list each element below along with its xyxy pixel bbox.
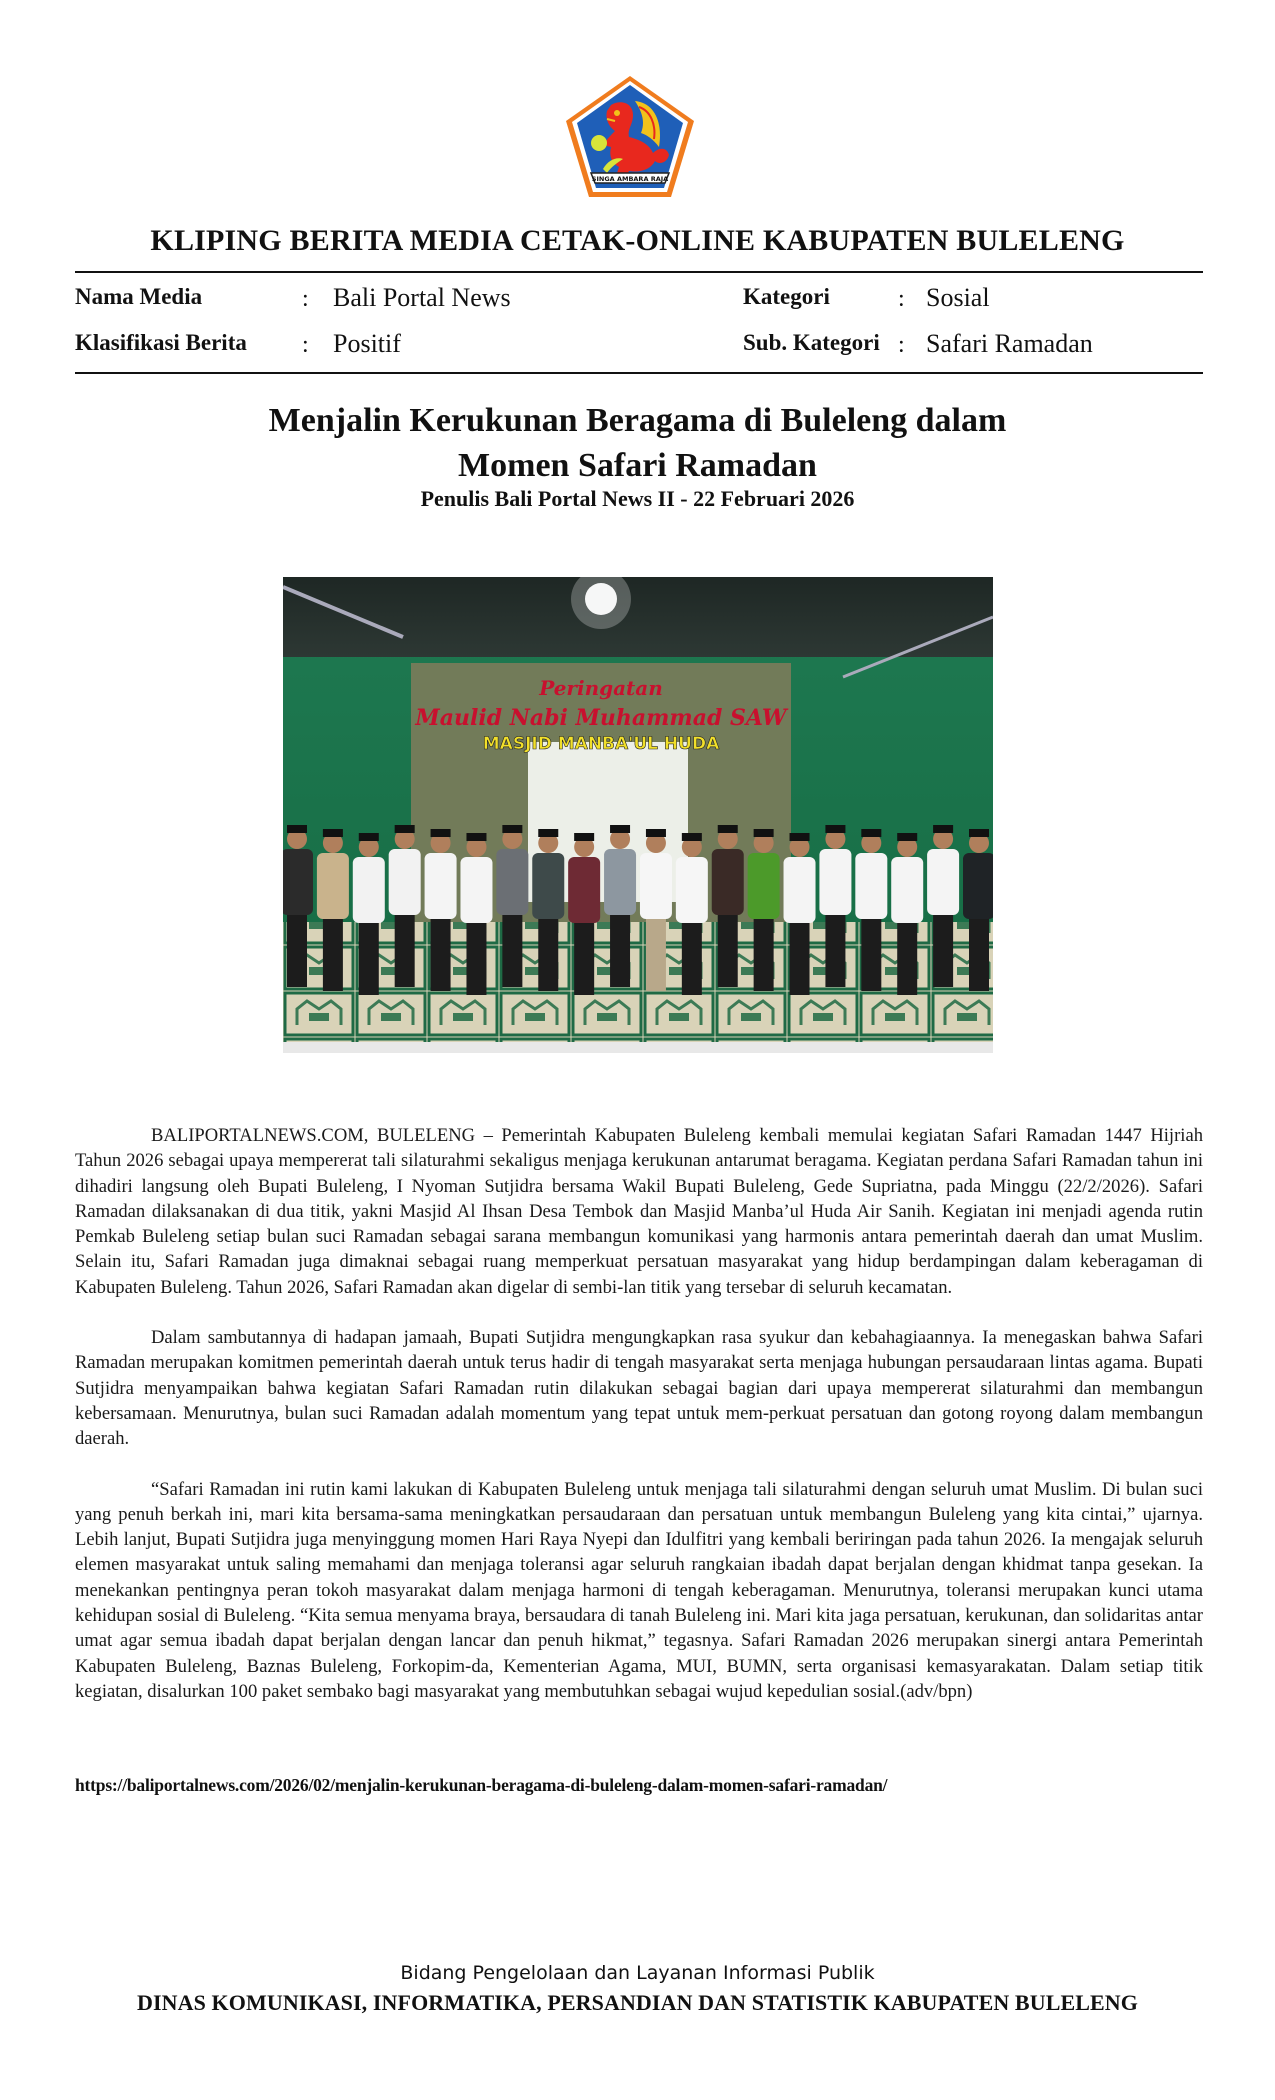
header-rule-top <box>75 271 1203 273</box>
article-body <box>75 1123 1203 1729</box>
logo-motto: SINGA AMBARA RAJA <box>591 175 669 183</box>
article-paragraph-2: Dalam sambutannya di hadapan jamaah, Bupati Sutjidra mengungkapkan rasa syukur dan kebahagiaannya. Ia menegaskan bahwa Safari Ramadan merupakan komitmen pemerintah daerah untuk terus hadir di tengah masyarakat serta menjaga hubungan persaudaraan lintas agama. Bupati Sutjidra menyampaikan bahwa kegiatan Safari Ramadan rutin dilakukan sebagai bagian dari upaya mempererat silaturahmi dan membangun kebersamaan. Menurutnya, bulan suci Ramadan adalah momentum yang tepat untuk mem-perkuat persatuan dan gotong royong dalam membangun daerah. <box>75 1327 1203 1450</box>
sub-kategori-value: Safari Ramadan <box>926 329 1093 358</box>
document-title: KLIPING BERITA MEDIA CETAK-ONLINE KABUPATEN BULELENG <box>150 224 1125 257</box>
nama-media-value: Bali Portal News <box>333 283 511 312</box>
banner-line-1: Peringatan <box>539 676 663 700</box>
article-byline: Penulis Bali Portal News II - 22 Februari 2026 <box>420 486 855 511</box>
klasifikasi-label: Klasifikasi Berita <box>75 330 247 355</box>
sub-kategori-label: Sub. Kategori <box>743 330 880 355</box>
kategori-label: Kategori <box>743 284 830 309</box>
footer-department: Bidang Pengelolaan dan Layanan Informasi Publik <box>400 1962 875 1984</box>
singa-ambara-raja-emblem-icon <box>563 73 697 200</box>
klasifikasi-value: Positif <box>333 329 401 358</box>
banner-line-3: MASJID MANBA'UL HUDA <box>482 734 720 754</box>
kategori-value: Sosial <box>926 283 990 312</box>
headline-line-2: Momen Safari Ramadan <box>458 447 817 484</box>
banner-line-2: Maulid Nabi Muhammad SAW <box>415 705 787 731</box>
kategori-colon: : <box>898 286 905 312</box>
headline-line-1: Menjalin Kerukunan Beragama di Buleleng dalam <box>268 402 1007 439</box>
source-url-link[interactable]: https://baliportalnews.com/2026/02/menjalin-kerukunan-beragama-di-buleleng-dalam-momen-safari-ramadan/ <box>75 1775 888 1795</box>
footer-office: DINAS KOMUNIKASI, INFORMATIKA, PERSANDIAN DAN STATISTIK KABUPATEN BULELENG <box>137 1990 1138 2015</box>
sub-kategori-colon: : <box>898 332 905 358</box>
article-paragraph-1: BALIPORTALNEWS.COM, BULELENG – Pemerintah Kabupaten Buleleng kembali memulai kegiatan Safari Ramadan 1447 Hijriah Tahun 2026 sebagai upaya mempererat tali silaturahmi sekaligus menjaga kerukunan antarumat beragama. Kegiatan perdana Safari Ramadan tahun ini dihadiri langsung oleh Bupati Buleleng, I Nyoman Sutjidra bersama Wakil Bupati Buleleng, Gede Supriatna, pada Minggu (22/2/2026). Safari Ramadan dilaksanakan di dua titik, yakni Masjid Al Ihsan Desa Tembok dan Masjid Manba’ul Huda Air Sanih. Kegiatan ini menjadi agenda rutin Pemkab Buleleng setiap bulan suci Ramadan sebagai sarana membangun komunikasi yang harmonis antara pemerintah daerah dan umat Muslim. Selain itu, Safari Ramadan juga dimaknai sebagai ruang memperkuat persatuan masyarakat yang hidup berdampingan dalam keberagaman di Kabupaten Buleleng. Tahun 2026, Safari Ramadan akan digelar di sembi-lan titik yang tersebar di seluruh kecamatan. <box>75 1125 1203 1298</box>
nama-media-colon: : <box>302 286 309 312</box>
header-rule-bottom <box>75 372 1203 374</box>
article-paragraph-3: “Safari Ramadan ini rutin kami lakukan di Kabupaten Buleleng untuk menjaga tali silaturahmi dengan seluruh umat Muslim. Di bulan suci yang penuh berkah ini, mari kita bersama-sama meningkatkan persaudaraan dan persatuan untuk membangun Buleleng yang kita cintai,” ujarnya. Lebih lanjut, Bupati Sutjidra juga menyinggung momen Hari Raya Nyepi dan Idulfitri yang kembali beriringan pada tahun 2026. Ia mengajak seluruh elemen masyarakat untuk saling memahami dan menjaga toleransi agar seluruh rangkaian ibadah dapat berjalan dengan khidmat tanpa gesekan. Ia menekankan pentingnya peran tokoh masyarakat dalam menjaga harmoni di tengah keberagaman. Menurutnya, toleransi merupakan kunci utama kehidupan sosial di Buleleng. “Kita semua menyama braya, bersaudara di tanah Buleleng ini. Mari kita jaga persatuan, kerukunan, dan solidaritas antar umat agar semua ibadah dapat berjalan dengan lancar dan penuh hikmat,” tegasnya. Safari Ramadan 2026 merupakan sinergi antara Pemerintah Kabupaten Buleleng, Baznas Buleleng, Forkopim-da, Kementerian Agama, MUI, BUMN, serta organisasi kemasyarakatan. Dalam setiap titik kegiatan, disalurkan 100 paket sembako bagi masyarakat yang membutuhkan sebagai wujud kepedulian sosial.(adv/bpn) <box>75 1478 1203 1702</box>
article-photo <box>283 577 993 1053</box>
klasifikasi-colon: : <box>302 332 309 358</box>
article-headline <box>0 398 1275 488</box>
nama-media-label: Nama Media <box>75 284 203 309</box>
